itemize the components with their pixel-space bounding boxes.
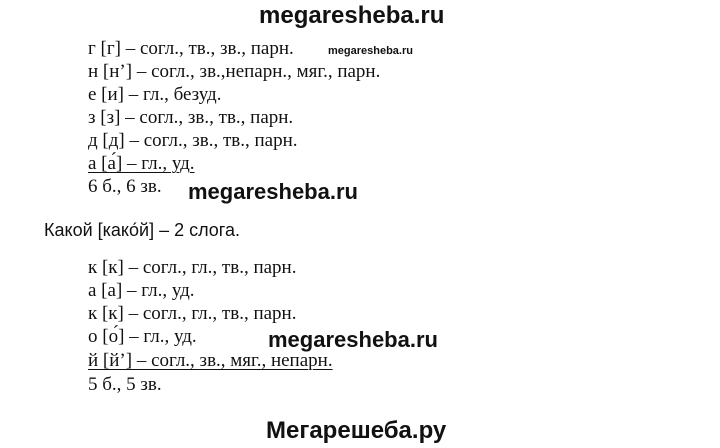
analysis-line: а [а] – гл., уд. bbox=[88, 280, 195, 301]
analysis-line: з [з] – согл., зв., тв., парн. bbox=[88, 107, 294, 128]
analysis-line-underlined: й [й’] – согл., зв., мяг., непарн. bbox=[88, 350, 333, 371]
letters-sounds-count: 6 б., 6 зв. bbox=[88, 176, 162, 197]
analysis-line: г [г] – согл., тв., зв., парн. bbox=[88, 38, 294, 59]
watermark-bottom: Мегарешеба.ру bbox=[266, 417, 447, 444]
analysis-line: к [к] – согл., гл., тв., парн. bbox=[88, 257, 297, 278]
word-heading: Какой [како́й] – 2 слога. bbox=[44, 220, 240, 240]
analysis-line: н [н’] – согл., зв.,непарн., мяг., парн. bbox=[88, 61, 381, 82]
analysis-line: е [и] – гл., безуд. bbox=[88, 84, 222, 105]
analysis-line-stressed: а [а́] – гл., уд. bbox=[88, 153, 195, 174]
watermark-middle: megaresheba.ru bbox=[188, 179, 358, 204]
analysis-line: д [д] – согл., зв., тв., парн. bbox=[88, 130, 298, 151]
analysis-line: о [о́] – гл., уд. bbox=[88, 326, 197, 347]
watermark-lower: megaresheba.ru bbox=[268, 327, 438, 352]
watermark-top: megaresheba.ru bbox=[259, 2, 445, 29]
watermark-small: megaresheba.ru bbox=[328, 45, 413, 57]
analysis-line: к [к] – согл., гл., тв., парн. bbox=[88, 303, 297, 324]
letters-sounds-count: 5 б., 5 зв. bbox=[88, 374, 162, 395]
